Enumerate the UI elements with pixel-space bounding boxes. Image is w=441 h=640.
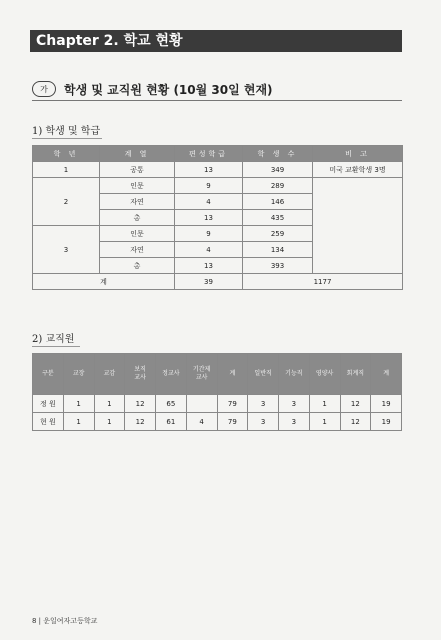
table-header-row xyxy=(33,354,402,395)
students-table xyxy=(32,145,403,290)
col-header-5: 기간제 교사 xyxy=(186,354,217,395)
cell-students: 393 xyxy=(243,258,313,274)
total-students: 1177 xyxy=(243,274,403,290)
section-heading xyxy=(32,78,402,100)
cell-students: 146 xyxy=(243,194,313,210)
page-footer: 8 | 운일여자고등학교 xyxy=(32,617,98,625)
section-marker: 가 xyxy=(32,81,56,97)
cell-track: 인문 xyxy=(100,178,175,194)
students-subtitle: 1) 학생 및 학급 xyxy=(32,126,101,137)
col-header-classes: 편성학급 xyxy=(175,146,243,162)
cell-classes: 4 xyxy=(175,194,243,210)
cell-track: 인문 xyxy=(100,226,175,242)
cell-value: 1 xyxy=(309,413,340,431)
cell-value: 3 xyxy=(248,413,279,431)
cell-grade: 1 xyxy=(33,162,100,178)
cell-classes: 4 xyxy=(175,242,243,258)
cell-classes: 9 xyxy=(175,226,243,242)
cell-value: 1 xyxy=(94,413,125,431)
cell-value: 1 xyxy=(309,395,340,413)
col-header-2: 교감 xyxy=(94,354,125,395)
cell-track: 공통 xyxy=(100,162,175,178)
col-header-4: 정교사 xyxy=(156,354,187,395)
cell-value: 12 xyxy=(125,413,156,431)
section-divider xyxy=(32,100,402,101)
col-header-1: 교장 xyxy=(63,354,94,395)
total-row xyxy=(33,274,403,290)
total-classes: 39 xyxy=(175,274,243,290)
cell-students: 289 xyxy=(243,178,313,194)
cell-grade: 2 xyxy=(33,178,100,226)
cell-value: 1 xyxy=(63,413,94,431)
cell-value: 3 xyxy=(279,395,310,413)
cell-value: 12 xyxy=(340,395,371,413)
col-header-8: 기능직 xyxy=(279,354,310,395)
col-header-grade: 학 년 xyxy=(33,146,100,162)
cell-classes: 13 xyxy=(175,210,243,226)
staff-subtitle-rule xyxy=(32,346,80,347)
cell-classes: 13 xyxy=(175,258,243,274)
table-row xyxy=(33,413,402,431)
col-header-3: 보직 교사 xyxy=(125,354,156,395)
col-header-note: 비 고 xyxy=(313,146,403,162)
students-subtitle-rule xyxy=(32,138,102,139)
cell-classes: 9 xyxy=(175,178,243,194)
table-row xyxy=(33,395,402,413)
cell-track: 총 xyxy=(100,210,175,226)
cell-track: 자연 xyxy=(100,242,175,258)
cell-value: 4 xyxy=(186,413,217,431)
col-header-9: 영양사 xyxy=(309,354,340,395)
staff-table xyxy=(32,353,402,431)
cell-track: 자연 xyxy=(100,194,175,210)
col-header-track: 계 열 xyxy=(100,146,175,162)
cell-value: 12 xyxy=(125,395,156,413)
cell-note: 미국 교환학생 3명 xyxy=(313,162,403,178)
table-header-row xyxy=(33,146,403,162)
table-row xyxy=(33,162,403,178)
col-header-6: 계 xyxy=(217,354,248,395)
cell-students: 134 xyxy=(243,242,313,258)
chapter-title: Chapter 2. 학교 현황 xyxy=(30,30,402,52)
cell-value: 19 xyxy=(371,413,402,431)
cell-students: 259 xyxy=(243,226,313,242)
cell-note-empty xyxy=(313,178,403,274)
cell-classes: 13 xyxy=(175,162,243,178)
col-header-0: 구분 xyxy=(33,354,64,395)
cell-students: 435 xyxy=(243,210,313,226)
col-header-students: 학 생 수 xyxy=(243,146,313,162)
cell-value: 1 xyxy=(94,395,125,413)
cell-value: 1 xyxy=(63,395,94,413)
cell-grade: 3 xyxy=(33,226,100,274)
cell-value: 19 xyxy=(371,395,402,413)
cell-value: 61 xyxy=(156,413,187,431)
cell-value: 3 xyxy=(248,395,279,413)
col-header-11: 계 xyxy=(371,354,402,395)
cell-value: 79 xyxy=(217,395,248,413)
section-title: 학생 및 교직원 현황 (10월 30일 현재) xyxy=(64,82,273,97)
cell-value: 3 xyxy=(279,413,310,431)
cell-value xyxy=(186,395,217,413)
cell-track: 총 xyxy=(100,258,175,274)
table-row xyxy=(33,178,403,194)
col-header-10: 회계직 xyxy=(340,354,371,395)
total-label: 계 xyxy=(33,274,175,290)
cell-value: 12 xyxy=(340,413,371,431)
col-header-7: 일반직 xyxy=(248,354,279,395)
cell-students: 349 xyxy=(243,162,313,178)
row-label: 정 원 xyxy=(33,395,64,413)
row-label: 현 원 xyxy=(33,413,64,431)
cell-value: 65 xyxy=(156,395,187,413)
cell-value: 79 xyxy=(217,413,248,431)
staff-subtitle: 2) 교직원 xyxy=(32,334,75,345)
